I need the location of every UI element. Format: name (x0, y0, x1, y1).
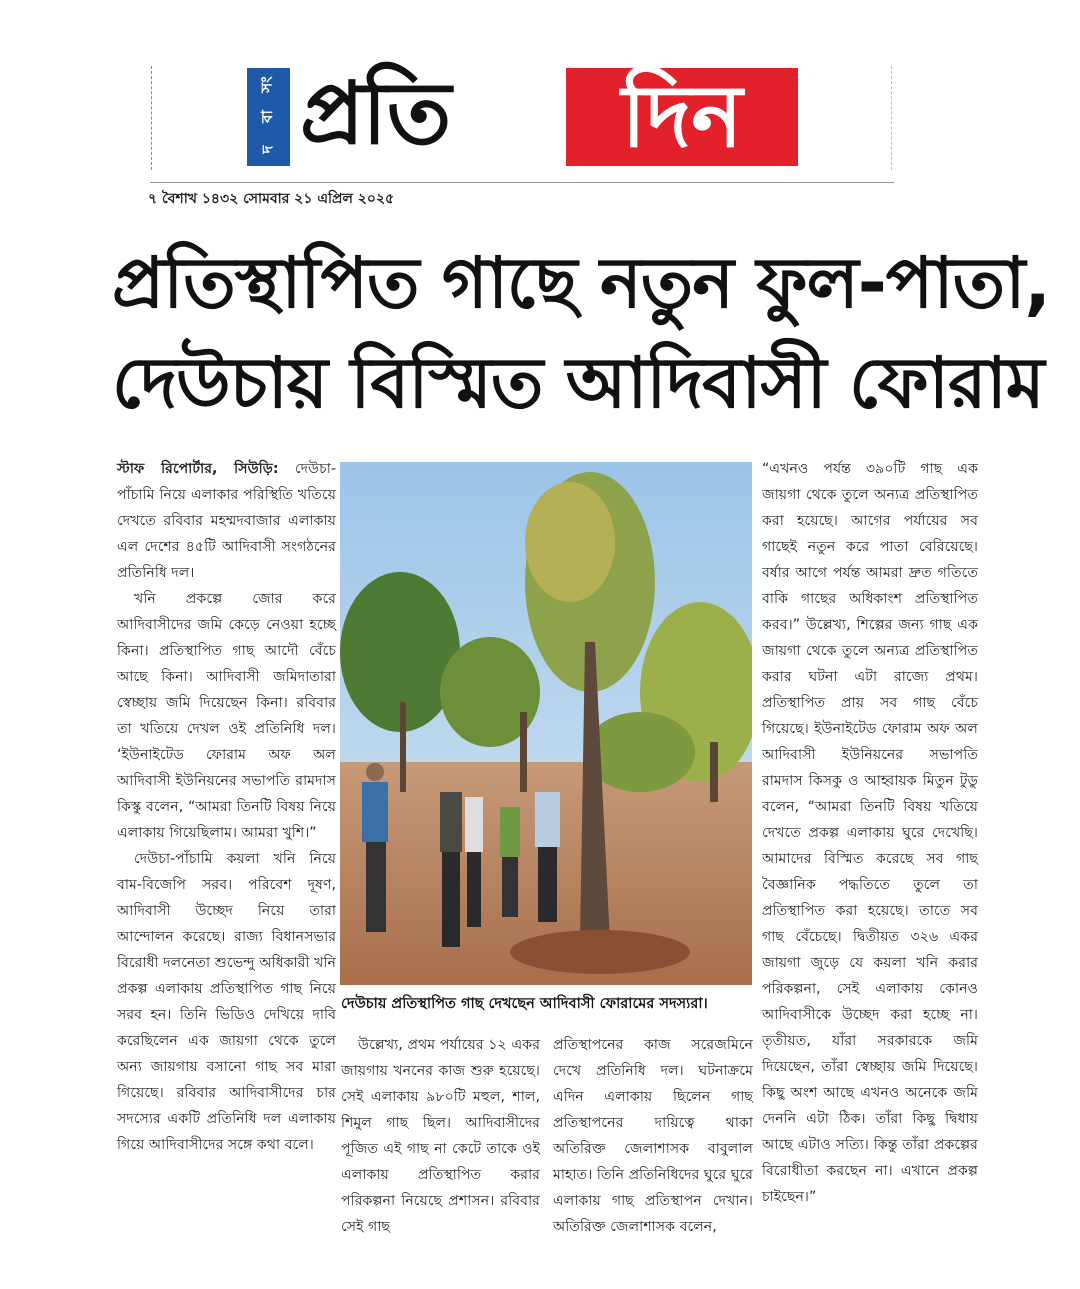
article-column-2a (341, 1032, 540, 1240)
masthead-rule-right (891, 66, 893, 170)
photo-trees-and-people (340, 462, 752, 985)
byline: স্টাফ রিপোর্টার, সিউড়ি: (117, 461, 279, 477)
masthead-divider (150, 182, 894, 183)
paragraph: প্রতিস্থাপনের কাজ সরেজমিনে দেখে প্রতিনিধি দল। ঘটনাক্রমে এদিন এলাকায় ছিলেন গাছ প্রতিস্থাপনের দায়িত্বে থাকা অতিরিক্ত জেলাশাসক বাবুলাল মাহাত। তিনি প্রতিনিধিদের ঘুরে ঘুরে এলাকায় গাছ প্রতিস্থাপন দেখান। অতিরিক্ত জেলাশাসক বলেন, (553, 1037, 753, 1235)
logo-letter: সং (258, 76, 276, 93)
logo-letter: দ (257, 145, 276, 154)
dateline: ৭ বৈশাখ ১৪৩২ সোমবার ২১ এপ্রিল ২০২৫ (148, 191, 395, 207)
paragraph: দেউচা-পাঁচামি কয়লা খনি নিয়ে বাম-বিজেপি সরব। পরিবেশ দূষণ, আদিবাসী উচ্ছেদ নিয়ে তারা আন্দোলন করেছে। রাজ্য বিধানসভার বিরোধী দলনেতা শুভেন্দু অধিকারী খনি প্রকল্প এলাকায় প্রতিস্থাপিত গাছ নিয়ে সরব হন। তিনি ভিডিও দেখিয়ে দাবি করেছিলেন এক জায়গা থেকে তুলে অন্য জায়গায় বসানো গাছ সব মারা গিয়েছে। রবিবার আদিবাসীদের চার সদস্যের একটি প্রতিনিধি দল এলাকায় গিয়ে আদিবাসীদের সঙ্গে কথা বলে। (117, 851, 336, 1153)
article-column-1 (117, 456, 336, 1158)
headline-line-2: দেউচায় বিস্মিত আদিবাসী ফোরাম (112, 342, 1044, 424)
masthead-logo-blue-block (247, 68, 290, 166)
article-column-2b (553, 1032, 753, 1240)
paragraph: উল্লেখ্য, প্রথম পর্যায়ের ১২ একর জায়গায় খননের কাজ শুরু হয়েছে। সেই এলাকায় ৯৮০টি মহুল, শাল, শিমুল গাছ ছিল। আদিবাসীদের পূজিত এই গাছ না কেটে তাকে ওই এলাকায় প্রতিস্থাপিত করার পরিকল্পনা নিয়েছে প্রশাসন। রবিবার সেই গাছ (341, 1037, 540, 1235)
paragraph: “এখনও পর্যন্ত ৩৯০টি গাছ এক জায়গা থেকে তুলে অন্যত্র প্রতিস্থাপিত করা হয়েছে। আগের পর্যায়ের সব গাছেই নতুন করে পাতা বেরিয়েছে। বর্ষার আগে পর্যন্ত আমরা দ্রুত গতিতে বাকি গাছের অধিকাংশ প্রতিস্থাপিত করব।” উল্লেখ্য, শিল্পের জন্য গাছ এক জায়গা থেকে তুলে অন্যত্র প্রতিস্থাপিত করার ঘটনা এটা রাজ্যে প্রথম। প্রতিস্থাপিত প্রায় সব গাছ বেঁচে গিয়েছে। ইউনাইটেড ফোরাম অফ অল আদিবাসী ইউনিয়নের সভাপতি রামদাস কিসকু ও আহ্বায়ক মিতুন টুডু বলেন, “আমরা তিনটি বিষয় খতিয়ে দেখতে প্রকল্প এলাকায় ঘুরে দেখেছি। আমাদের বিস্মিত করেছে সব গাছ বৈজ্ঞানিক পদ্ধতিতে তুলে তা প্রতিস্থাপিত করা হয়েছে। তাতে সব গাছ বেঁচেছে। দ্বিতীয়ত ৩২৬ একর জায়গা জুড়ে যে কয়লা খনি করার পরিকল্পনা, সেই এলাকায় কোনও আদিবাসীকে উচ্ছেদ করা হচ্ছে না। তৃতীয়ত, যাঁরা সরকারকে জমি দিয়েছেন, তাঁরা স্বেচ্ছায় জমি দিয়েছে। কিছু অংশ আছে এখনও অনেকে জমি দেননি এটা ঠিক। তাঁরা কিছু দ্বিধায় আছে এটাও সত্যি। কিন্তু তাঁরা প্রকল্পের বিরোধীতা করছেন না। এখানে প্রকল্প চাইছেন।” (762, 461, 978, 1205)
masthead-logo-black-text: প্রতি (300, 64, 450, 164)
logo-letter: বা (257, 110, 276, 124)
photo-caption: দেউচায় প্রতিস্থাপিত গাছ দেখছেন আদিবাসী ফোরামের সদস্যরা। (341, 996, 708, 1012)
paragraph: খনি প্রকল্পে জোর করে আদিবাসীদের জমি কেড়ে নেওয়া হচ্ছে কিনা। প্রতিস্থাপিত গাছ আদৌ বেঁচে আছে কিনা। আদিবাসী জমিদাতারা স্বেচ্ছায় জমি দিয়েছেন কিনা। রবিবার তা খতিয়ে দেখল ওই প্রতিনিধি দল। ‘ইউনাইটেড ফোরাম অফ অল আদিবাসী ইউনিয়নের সভাপতি রামদাস কিস্কু বলেন, “আমরা তিনটি বিষয় নিয়ে এলাকায় গিয়েছিলাম। আমরা খুশি।” (117, 591, 336, 841)
headline-line-1: প্রতিস্থাপিত গাছে নতুন ফুল-পাতা, (112, 242, 1051, 324)
masthead-rule-left (151, 66, 153, 170)
masthead-logo-red-block: দিন (566, 68, 798, 166)
paragraph-text: দেউচা-পাঁচামি নিয়ে এলাকার পরিস্থিতি খতিয়ে দেখতে রবিবার মহম্মদবাজার এলাকায় এল দেশের ৪৫টি আদিবাসী সংগঠনের প্রতিনিধি দল। (117, 461, 336, 581)
news-photo (340, 462, 752, 985)
article-column-3 (762, 456, 978, 1210)
paragraph (117, 456, 336, 586)
